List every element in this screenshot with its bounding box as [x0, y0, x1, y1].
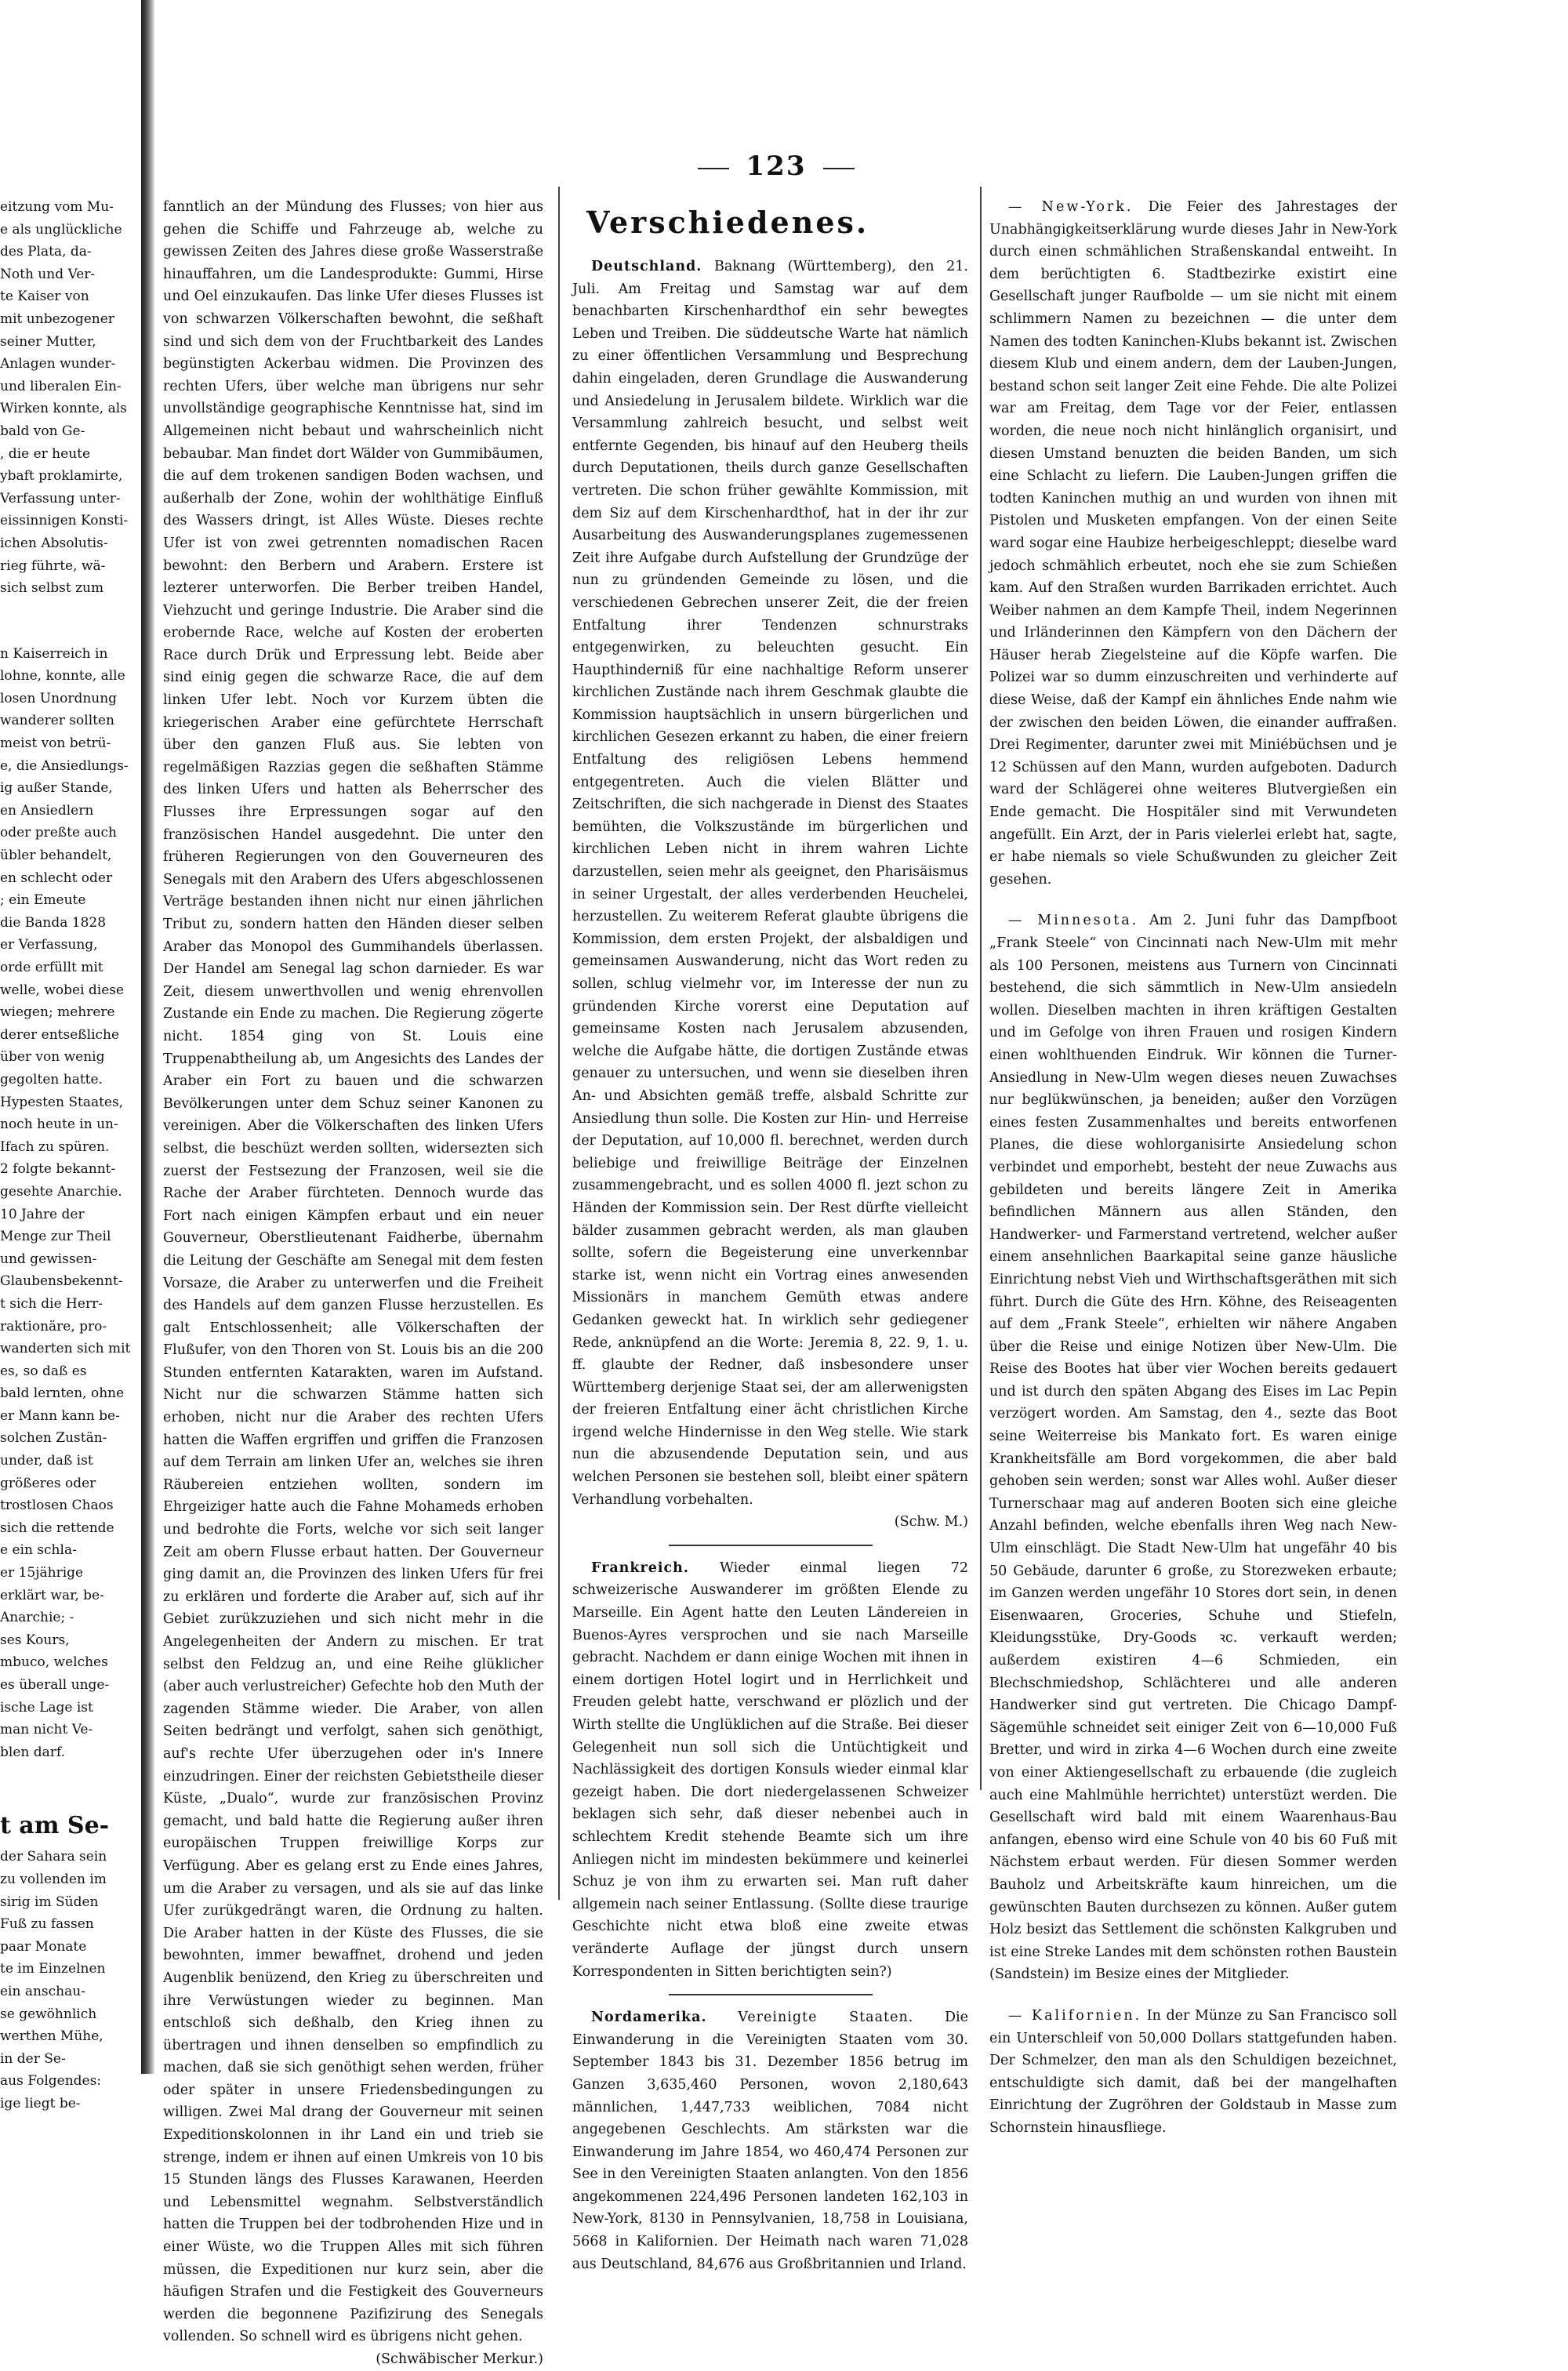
fragment-line: Ifach zu spüren.: [0, 1138, 110, 1155]
fragment-line: , die er heute: [0, 445, 91, 462]
germany-article: [572, 256, 968, 1511]
fragment-line: solchen Zustän-: [0, 1430, 107, 1447]
fragment-line: wiegen; mehrere: [0, 1004, 115, 1021]
section-title: Verschiedenes.: [586, 205, 869, 240]
fragment-line: zu vollenden im: [0, 1871, 107, 1887]
fragment-line: ybaft proklamirte,: [0, 468, 123, 485]
fragment-line: des Plata, da-: [0, 244, 92, 260]
fragment-gap: [0, 1763, 135, 1806]
spacer: [989, 1986, 1397, 2005]
fragment-line: man nicht Ve-: [0, 1722, 93, 1738]
fragment-line: wanderer sollten: [0, 713, 114, 729]
fragment-line: raktionäre, pro-: [0, 1318, 107, 1334]
fragment-line: e, die Ansiedlungs-: [0, 757, 129, 774]
fragment-line: ein anschau-: [0, 1983, 85, 1999]
fragment-line: oder preßte auch: [0, 825, 117, 841]
fragment-line: orde erfüllt mit: [0, 960, 103, 975]
senegal-article-source: (Schwäbischer Merkur.): [376, 2351, 543, 2367]
fragment-line: in der Se-: [0, 2050, 66, 2067]
fragment-line: paar Monate: [0, 1938, 87, 1955]
fragment-line: und liberalen Ein-: [0, 378, 122, 394]
north-america-sub: Vereinigte Staaten.: [738, 2010, 914, 2026]
france-article: [572, 1557, 968, 1983]
fragment-line: meist von betrü-: [0, 735, 111, 752]
fragment-line: sirig im Süden: [0, 1894, 99, 1910]
fragment-line: ichen Absolutis-: [0, 535, 108, 551]
fragment-line: te im Einzelnen: [0, 1961, 106, 1977]
fragment-line: derer entseßliche: [0, 1026, 120, 1043]
fragment-line: eissinnigen Konsti-: [0, 513, 129, 529]
fragment-line: werthen Mühe,: [0, 2028, 103, 2045]
fragment-line: Fuß zu fassen: [0, 1916, 94, 1933]
fragment-line: ische Lage ist: [0, 1699, 93, 1716]
fragment-line: wanderten sich mit: [0, 1341, 131, 1357]
fragment-line: die Banda 1828: [0, 914, 107, 931]
fragment-line: blen darf.: [0, 1744, 65, 1760]
fragment-line: sich die rettende: [0, 1520, 114, 1536]
california-lead: — Kalifornien.: [1008, 2007, 1142, 2024]
fragment-line: sich selbst zum: [0, 580, 104, 597]
fragment-line: Anlagen wunder-: [0, 356, 116, 372]
north-america-lead: Nordamerika.: [591, 2010, 707, 2026]
germany-lead: Deutschland.: [591, 259, 702, 274]
france-text: Wieder einmal liegen 72 schweizerische Auswanderer im größten Elende zu Marseille. Ein Agent hatte den Leuten Ländereien in Buenos-Ayres versprochen und sie nach Marseille gebracht. Nachdem er dann einige Wochen mit ihnen in einem dortigen Hotel logirt und in Herrlichkeit und Freuden gelebt hatte, verschwand er plözlich und der Wirth stellte die Unglüklichen auf die Straße. Bei dieser Gelegenheit nun soll sich die Untüchtigkeit und Nachlässigkeit des dortigen Konsuls wieder einmal klar gezeigt haben. Die dort niedergelassenen Schweizer beklagen sich sehr, daß dieser nebenbei auch in schlechtem Kredit stehende Beamte sich um ihre Anliegen nicht im mindesten bekümmere und keinerlei Schuz je von ihm zu erwarten sei. Man ruft daher allgemein nach seiner Entlassung. (Sollte diese traurige Geschichte nicht etwa bloß eine zweite etwas veränderte Auflage der jüngst durch unsern Korrespondenten in Sitten berichtigten sein?): [572, 1559, 968, 1980]
column-rule-1: [558, 187, 560, 1900]
new-york-lead: — New-York.: [1008, 199, 1134, 215]
fragment-line: en Ansiedlern: [0, 802, 94, 819]
fragment-line: en schlecht oder: [0, 870, 113, 886]
fragment-line: te Kaiser von: [0, 289, 89, 305]
fragment-line: eitzung vom Mu-: [0, 199, 114, 215]
new-york-article: [989, 196, 1397, 891]
fragment-line: Menge zur Theil: [0, 1229, 111, 1245]
fragment-line: t sich die Herr-: [0, 1295, 103, 1312]
minnesota-text: Am 2. Juni fuhr das Dampfboot „Frank Steele“ von Cincinnati nach New-Ulm mit mehr als 100 Personen, meistens aus Turnern von Cincinnati bestehend, die sich sämmtlich in New-Ulm ansiedeln wollen. Dieselben machten in ihren kräftigen Gestalten und im Gefolge von ihren Frauen und rosigen Kindern einen wohlthuenden Eindruk. Wir können die Turner-Ansiedlung in New-Ulm wegen dieses neuen Zuwachses nur beglükwünschen, ja beneiden; außer den Vorzügen eines festen Zusammenhaltes und bereits entworfenen Planes, die diese wohlorganisirte Ansiedelung schon verbindet und emporhebt, besteht der neue Zuwachs aus gebildeten und bereits längere Zeit in Amerika befindlichen Männern aus allen Ständen, den Handwerker- und Farmerstand vertretend, welcher außer einem ansehnlichen Baarkapital seine ganze häusliche Einrichtung nebst Vieh und Wirthschaftsgeräthen mit sich führt. Durch die Güte des Hrn. Köhne, des Reiseagenten auf dem „Frank Steele“, erhielten wir nähere Angaben über die Reise und einige Notizen über New-Ulm. Die Reise des Bootes hat über vier Wochen bereits gedauert und ist durch den späten Abgang des Eises im Lac Pepin verzögert worden. Am Samstag, den 4., sezte das Boot seine Weiterreise bis Mankato fort. Es waren einige Krankheitsfälle am Bord vorgekommen, die aber bald gehoben sein werden; sonst war Alles wohl. Außer dieser Turnerschaar mag auf anderen Booten sich eine gleiche Anzahl befinden, welche ebenfalls ihren Weg nach New-Ulm einschlägt. Die Stadt New-Ulm hat ungefähr 40 bis 50 Gebäude, darunter 6 große, zu Storezweken erbaute; im Ganzen werden ungefähr 10 Stores dort sein, in denen Eisenwaaren, Groceries, Schuhe und Stiefeln, Kleidungsstüke, Dry-Goods ꝛc. verkauft werden; außerdem existiren 4—6 Schmieden, ein Blechschmiedshop, Schlächtereı und alle anderen Handwerker sind gut vertreten. Die Chicago Dampf-Sägemühle schneidet seit einiger Zeit von 6—10,000 Fuß Bretter, und wird in zirka 4—6 Wochen durch eine zweite von einer Aktiengesellschaft zu erbauende (die zugleich auch eine Mahlmühle herrichtet) unterstüzt werden. Die Gesellschaft wird bald mit einem Waarenhaus-Bau anfangen, ebenso wird eine Schule von 40 bis 60 Fuß mit Nächstem erbaut werden. Für diesen Sommer werden Bauholz und Arbeitskräfte kaum hinreichen, um die gewünschten Bauten durchsezen zu können. Außer gutem Holz besizt das Settlement die schönsten Kalkgruben und ist eine Streke Landes mit dem schönsten rothen Baustein (Sandstein) im Besize eines der Mitglieder.: [989, 913, 1397, 1983]
fragment-line: mbuco, welches: [0, 1654, 108, 1671]
fragment-line: 2 folgte bekannt-: [0, 1161, 116, 1178]
fragment-line: er Mann kann be-: [0, 1407, 120, 1424]
article-divider: [669, 1545, 873, 1546]
fragment-line: er Verfassung,: [0, 937, 98, 953]
column-rule-2: [980, 187, 982, 1790]
california-article: [989, 2005, 1397, 2140]
fragment-line: über von wenig: [0, 1049, 105, 1066]
left-fragment-column: [0, 196, 135, 2115]
fragment-line: Hypesten Staates,: [0, 1094, 124, 1110]
fragment-line: e als unglückliche: [0, 221, 122, 238]
senegal-article-text: fanntlich an der Mündung des Flusses; von hier aus gehen die Schiffe und Fahrzeuge ab, welche zu gewissen Zeiten des Jahres diese große Wasserstraße hinauffahren, um die Landesprodukte: Gummi, Hirse und Oel einzukaufen. Das linke Ufer dieses Flusses ist von schwarzen Völkerschaften bewohnt, die seßhaft sind und sich dem von der Fruchtbarkeit des Landes begünstigten Ackerbau widmen. Die Provinzen des rechten Ufers, über welche man übrigens nur sehr unvollständige geographische Kenntnisse hat, sind im Allgemeinen nicht bebaut und wahrscheinlich nicht bebaubar. Man findet dort Wälder von Gummibäumen, die auf dem trokenen sandigen Boden wachsen, und außerhalb der Zone, wohin der wohlthätige Einfluß des Wassers dringt, ist Alles Wüste. Dieses rechte Ufer ist von zwei getrennten nomadischen Racen bewohnt: den Berbern und Arabern. Erstere ist lezterer unterworfen. Die Berber treiben Handel, Viehzucht und geringe Industrie. Die Araber sind die erobernde Race, welche auf Kosten der eroberten Race durch Drük und Erpressung lebt. Beide aber sind einig gegen die schwarze Race, die auf dem linken Ufer lebt. Noch vor Kurzem übten die kriegerischen Araber eine gefürchtete Herrschaft über den ganzen Fluß aus. Sie lebten von regelmäßigen Razzias gegen die seßhaften Stämme des linken Ufers und hatten als Beherrscher des Flusses ihre Erpressungen sogar auf den französischen Handel ausgedehnt. Die unter den früheren Regierungen von den Gouverneuren des Senegals mit den Arabern des Ufers abgeschlossenen Verträge bestanden ihnen nicht nur einen jährlichen Tribut zu, sondern hatten den Händen dieser selben Araber das Monopol des Gummihandels überlassen. Der Handel am Senegal lag schon darnieder. Es war Zeit, diesem unwerthvollen und wenig ehrenvollen Zustande ein Ende zu machen. Die Regierung zögerte nicht. 1854 ging von St. Louis eine Truppenabtheilung ab, um Angesichts des Landes der Araber ein Fort zu bauen und die schwarzen Bevölkerungen unter dem Schuz seiner Kanonen zu vereinigen. Aber die Völkerschaften des linken Ufers selbst, die beschüzt werden sollten, widersezten sich zuerst der Festsezung der Franzosen, weil sie die Rache der Araber fürchteten. Dennoch wurde das Fort nach einigen Kämpfen erbaut und ein neuer Gouverneur, Oberstlieutenant Faidherbe, übernahm die Leitung der Geschäfte am Senegal mit dem festen Vorsaze, die Araber zu unterwerfen und die Freiheit des Handels auf dem ganzen Flusse herzustellen. Es galt Entschlossenheit; alle Völkerschaften der Flußufer, von den Thoren von St. Louis bis an die 200 Stunden entfernten Katarakten, waren im Aufstand. Nicht nur die schwarzen Stämme hatten sich erhoben, nicht nur die Araber des rechten Ufers hatten die Waffen ergriffen und griffen die Franzosen auf dem Terrain am linken Ufer an, welches sie ihren Räubereien entziehen wollten, sondern im Ehrgeiziger hatte auch die Fahne Mohameds erhoben und bedrohte die Forts, welche vor sich seit langer Zeit am obern Flusse erbaut hatten. Der Gouverneur ging damit an, die Provinzen des linken Ufers für frei zu erklären und forderte die Araber auf, sich auf ihr Gebiet zurükzuziehen und sich nicht mehr in die Angelegenheiten der Andern zu mischen. Er trat selbst den Feldzug an, und eine Reihe glüklicher (aber auch verlustreicher) Gefechte hob den Muth der zagenden Stämme wieder. Die Araber, von allen Seiten bedrängt und verfolgt, sahen sich genöthigt, auf's rechte Ufer überzugehen oder in's Innere einzudringen. Einer der reichsten Gebietstheile dieser Küste, „Dualo“, wurde zur französischen Provinz gemacht, und bald hatte die Regierung außer ihren europäischen Truppen freiwillige Korps zur Verfügung. Aber es gelang erst zu Ende eines Jahres, um die Araber zu versagen, und als sie auf das linke Ufer zurükgedrängt waren, die Ordnung zu halten. Die Araber hatten in der Küste des Flusses, die sie bewohnten, immer bewaffnet, drohend und jeden Augenblik benüzend, den Krieg zu überschreiten und ihre Verwüstungen wieder zu beginnen. Man entschloß sich deßhalb, den Krieg ihnen zu übertragen und ihnen denselben so empfindlich zu machen, daß sie sich genöthigt sehen werden, früher oder später in unsere Friedensbedingungen zu willigen. Zwei Mal drang der Gouverneur mit seinen Expeditionskolonnen in ihr Land ein und trieb sie strenge, indem er ihnen auf einen Umkreis von 10 bis 15 Stunden längs des Flusses Karawanen, Heerden und Lebensmittel wegnahm. Selbstverständlich hatten die Truppen bei der todbrohenden Hize und in einer Wüste, wo die Truppen Alles mit sich führen müssen, die Expeditionen nur kurz sein, aber die häufigen Strafen und die Festigkeit des Gouverneurs werden die begonnene Pazifizirung des Senegals vollenden. So schnell wird es übrigens nicht gehen.: [163, 199, 543, 2345]
minnesota-lead: — Minnesota.: [1008, 913, 1139, 929]
article-column-1: [163, 196, 543, 2371]
north-america-text: Die Einwanderung in die Vereinigten Staaten vom 30. September 1843 bis 31. Dezember 1856 betrug im Ganzen 3,635,460 Personen, wovon 2,180,643 männlichen, 1,447,733 weiblichen, 7084 nicht angegebenen Geschlechts. Am stärksten war die Einwanderung im Jahre 1854, wo 460,474 Personen zur See in den Vereinigten Staaten anlangten. Von den 1856 angekommenen 224,496 Personen landeten 162,103 in New-York, 8130 in Pennsylvanien, 18,758 in Louisiana, 5668 in Kalifornien. Der Heimath nach waren 71,028 aus Deutschland, 84,676 aus Großbritannien und Irland.: [572, 2010, 968, 2272]
france-lead: Frankreich.: [591, 1559, 689, 1576]
fragment-line: Anarchie; -: [0, 1610, 74, 1626]
germany-source: (Schw. M.): [894, 1514, 968, 1530]
germany-text: Baknang (Württemberg), den 21. Juli. Am Freitag und Samstag war auf dem benachbarten Kirschenhardthof ein sehr bewegtes Leben und Treiben. Die süddeutsche Warte hat nämlich zu einer öffentlichen Versammlung und Besprechung dahin eingeladen, deren Grundlage die Auswanderung und Ansiedelung in Jerusalem bildete. Wirklich war die Versammlung zahlreich besucht, und selbst weit entfernte Gegenden, bis hinauf auf den Heuberg theils durch Deputationen, theils durch ganze Gesellschaften vertreten. Die schon früher gewählte Kommission, mit dem Siz auf dem Kirschenhardthof, hat in der ihr zur Ausarbeitung des Auswanderungsplanes zugemessenen Zeit ihre Aufgabe durch Aufstellung der Grundzüge der nun zu gründenden Gemeinde zu lösen, und die verschiedenen Gebrechen unserer Zeit, die der freien Entfaltung ihrer Tendenzen schnurstraks entgegenwirken, zu beleuchten gesucht. Ein Haupthinderniß für eine nachhaltige Reform unserer kirchlichen Zustände nach ihrem Geschmak glaubte die Kommission hauptsächlich in unsern bürgerlichen und kirchlichen Gesezen erkannt zu haben, die einer freiern Entfaltung des religiösen Lebens hemmend entgegentreten. Auch die vielen Blätter und Zeitschriften, die sich nachgerade in Dienst des Staates bemühten, die Volkszustände im bürgerlichen und kirchlichen Leben nicht in ihrem wahren Lichte darzustellen, seien mehr als geeignet, den Pharisäismus in seiner Urgestalt, der alles verderbenden Heuchelei, herzustellen. Zu weiterem Referat glaubte übrigens die Kommission, dem ersten Projekt, der alsbaldigen und gemeinsamen Auswanderung, nicht das Wort reden zu sollen, schlug vielmehr vor, im Interesse der nun zu gründenden Kirche vorerst eine Deputation auf gemeinsame Kosten nach Jerusalem abzusenden, welche die Aufgabe hätte, die dortigen Zustände etwas genauer zu untersuchen, und wenn sie dieselben ihren An- und Absichten gemäß treffe, alsbald Schritte zur Ansiedlung thun solle. Die Kosten zur Hin- und Herreise der Deputation, auf 10,000 fl. berechnet, werden durch beliebige und freiwillige Beiträge der Einzelnen zusammengebracht, und es sollen 4000 fl. jezt schon zu Händen der Kommission sein. Der Rest dürfte vielleicht bälder zusammen gebracht werden, als man glauben sollte, sofern die Begeisterung eine unverkennbar starke ist, wenn nicht ein Vortrag eines anwesenden Missionärs in manchem Gemüth etwas andere Gedanken geweckt hat. In wirklich sehr gediegener Rede, anknüpfend an die Worte: Jeremia 8, 22. 9, 1. u. ff. glaubte der Redner, daß insbesondere unser Württemberg derjenige Staat sei, der am allerwenigsten der freieren Entfaltung einer ächt christlichen Kirche irgend welche Hindernisse in den Weg stelle. Wie stark nun die abzusendende Deputation sein, und aus welchen Personen sie bestehen soll, bleibt einer spätern Verhandlung vorbehalten.: [572, 259, 968, 1508]
fragment-line: es überall unge-: [0, 1677, 110, 1693]
fragment-line: er 15jährige: [0, 1565, 84, 1581]
fragment-line: seiner Mutter,: [0, 333, 96, 350]
fragment-line: e ein schla-: [0, 1542, 77, 1559]
fragment-line: Verfassung unter-: [0, 490, 121, 507]
new-york-text: Die Feier des Jahrestages der Unabhängigkeitserklärung wurde dieses Jahr in New-York durch einen schmählichen Straßenskandal entweiht. In dem berüchtigten 6. Stadtbezirke existirt eine Gesellschaft junger Raufbolde — um sie nicht mit einem schlimmern Namen zu bezeichnen — die unter dem Namen des todten Kaninchen-Klubs bekannt ist. Zwischen diesem Klub und einem andern, dem der Lauben-Jungen, bestand schon seit langer Zeit eine Fehde. Die alte Polizei war am Freitag, dem Tage vor der Feier, entlassen worden, die neue noch nicht hinlänglich organisirt, und diesen Umstand benuzten die beiden Banden, um sich eine Schlacht zu liefern. Die Lauben-Jungen griffen die todten Kaninchen muthig an und wurden von ihnen mit Pistolen und Musketen empfangen. Von der einen Seite ward sogar eine Haubize herbeigeschleppt; dieselbe ward jedoch schmählich erbeutet, noch ehe sie zum Schießen kam. Auf den Straßen wurden Barrikaden errichtet. Auch Weiber nahmen an dem Kampfe Theil, indem Negerinnen und Irländerinnen den Kämpfern von den Dächern der Häuser herab Ziegelsteine auf die Köpfe warfen. Die Polizei war so dumm einzuschreiten und verhinderte auf diese Weise, daß der Kampf ein ähnliches Ende nahm wie der zwischen den beiden Löwen, die einander auffraßen. Drei Regimenter, darunter zwei mit Miniébüchsen und je 12 Schüssen auf den Mann, wurden aufgeboten. Dadurch ward der Schlägerei ohne weiteres Blutvergießen ein Ende gemacht. Die Hospitäler sind mit Verwundeten angefüllt. Ein Arzt, der in Paris vielerlei erlebt hat, sagte, er habe niemals so viele Schußwunden zu gleicher Zeit gesehen.: [989, 199, 1397, 888]
fragment-line: under, daß ist: [0, 1453, 93, 1469]
fragment-line: bald von Ge-: [0, 423, 85, 439]
fragment-line: noch heute in un-: [0, 1117, 118, 1133]
fragment-line: rieg führte, wä-: [0, 557, 106, 574]
fragment-line: ; ein Emeute: [0, 892, 86, 909]
fragment-line: welle, wobei diese: [0, 982, 125, 998]
spacer: [989, 891, 1397, 910]
fragment-line: gegolten hatte.: [0, 1071, 103, 1087]
fragment-line: größeres oder: [0, 1475, 96, 1491]
fragment-line: es, so daß es: [0, 1363, 87, 1379]
article-column-2: [572, 196, 968, 2275]
fragment-line: aus Folgendes:: [0, 2073, 102, 2090]
north-america-article: [572, 2006, 968, 2275]
fragment-line: se gewöhnlich: [0, 2006, 97, 2022]
fragment-line: ige liegt be-: [0, 2095, 81, 2111]
fragment-line: Glaubensbekennt-: [0, 1273, 123, 1290]
fragment-line: lohne, konnte, alle: [0, 668, 125, 684]
minnesota-article: [989, 910, 1397, 1986]
article-divider: [669, 1994, 873, 1995]
article-column-3: [989, 196, 1397, 2139]
fragment-line: bald lernten, ohne: [0, 1385, 125, 1402]
fragment-gap: [0, 600, 135, 643]
fragment-line: losen Unordnung: [0, 690, 118, 706]
fragment-line: Noth und Ver-: [0, 266, 96, 282]
fragment-line: ig außer Stande,: [0, 780, 113, 797]
page-number: 123: [721, 151, 831, 182]
fragment-line: trostlosen Chaos: [0, 1498, 114, 1514]
fragment-line: n Kaiserreich in: [0, 645, 108, 662]
fragment-line: erklärt war, be-: [0, 1587, 104, 1603]
fragment-line: der Sahara sein: [0, 1849, 107, 1865]
fragment-line: mit unbezogener: [0, 310, 114, 327]
fragment-line: gesehte Anarchie.: [0, 1183, 122, 1200]
fragment-line: 10 Jahre der: [0, 1206, 85, 1222]
california-text: In der Münze zu San Francisco soll ein Unterschleif von 50,000 Dollars stattgefunden haben. Der Schmelzer, den man als den Schuldigen bezeichnet, entschuldigte sich damit, daß bei der mangelhaften Einrichtung der Zugröhren der Goldstaub in Masse zum Schornstein hinausfliege.: [989, 2007, 1397, 2136]
fragment-line: übler behandelt,: [0, 848, 112, 864]
fragment-line: Wirken konnte, als: [0, 401, 127, 417]
fragment-heading: t am Se-: [0, 1812, 110, 1840]
fragment-line: ses Kours,: [0, 1632, 70, 1648]
binding-gutter: [141, 0, 155, 2074]
fragment-line: und gewissen-: [0, 1251, 97, 1267]
